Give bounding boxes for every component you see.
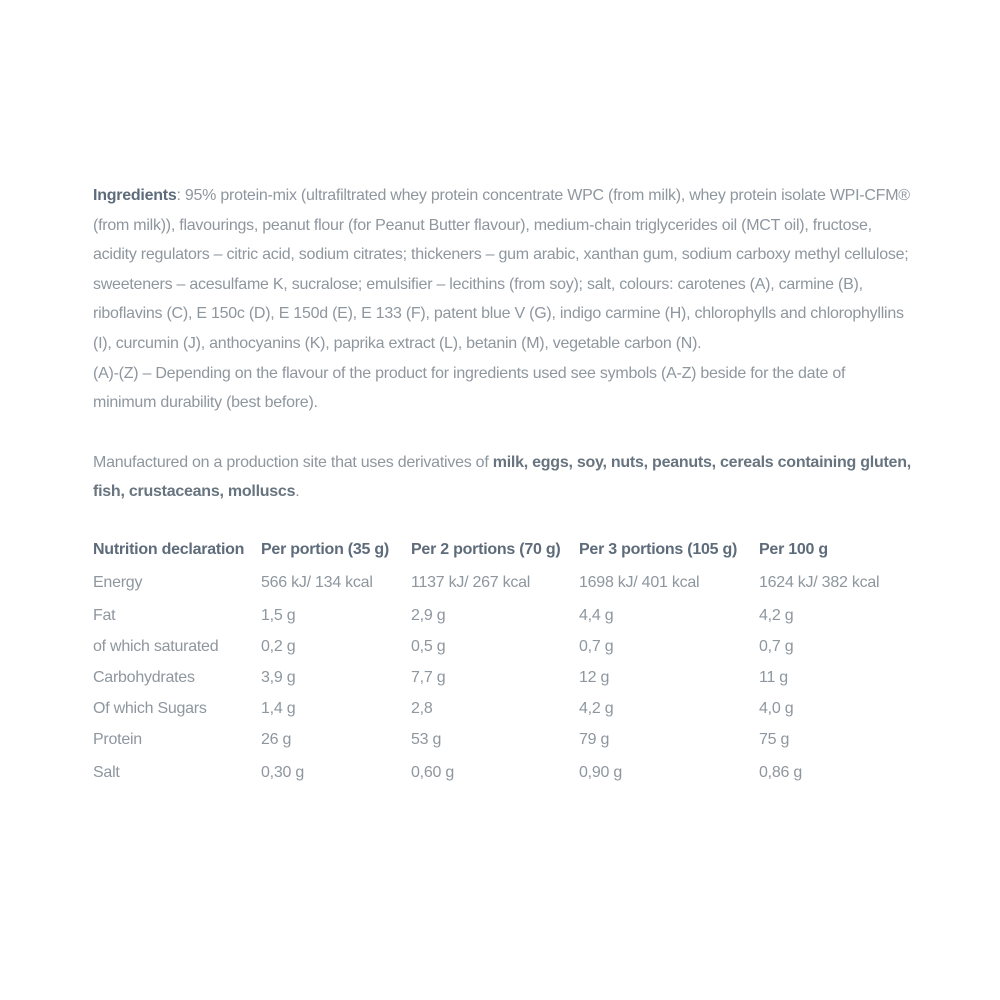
table-row: [93, 633, 905, 662]
value-cell: 0,2 g: [261, 638, 296, 656]
value-cell: 566 kJ/ 134 kcal: [261, 574, 373, 592]
value-cell: 1,4 g: [261, 700, 296, 718]
value-cell: 1698 kJ/ 401 kcal: [579, 574, 700, 592]
ingredients-paragraph: [93, 181, 911, 359]
allergen-suffix: .: [295, 483, 300, 501]
symbols-note: (A)-(Z) – Depending on the flavour of the product for ingredients used see symbols (A-Z) beside for the date of minimum durability (best before).: [93, 364, 846, 412]
nutrition-declaration-table: [93, 534, 905, 790]
value-cell: 0,7 g: [759, 638, 794, 656]
column-header: Per 3 portions (105 g): [579, 541, 738, 559]
value-cell: 26 g: [261, 731, 292, 749]
table-header-row: [93, 534, 905, 567]
value-cell: 11 g: [759, 669, 788, 687]
value-cell: 3,9 g: [261, 669, 296, 687]
value-cell: 75 g: [759, 731, 790, 749]
row-label: Carbohydrates: [93, 669, 195, 687]
value-cell: 1137 kJ/ 267 kcal: [411, 574, 531, 592]
table-row: [93, 600, 905, 633]
table-row: [93, 567, 905, 600]
column-header: Per portion (35 g): [261, 541, 389, 559]
table-row: [93, 662, 905, 695]
column-header: Per 2 portions (70 g): [411, 541, 561, 559]
column-header: Nutrition declaration: [93, 541, 245, 559]
value-cell: 4,0 g: [759, 700, 794, 718]
ingredients-text: : 95% protein-mix (ultrafiltrated whey protein concentrate WPC (from milk), whey protein isolate WPI-CFM® (from milk)), flavourings, peanut flour (for Peanut Butter flavour), medium-chain triglycerides oil (MCT oil), fructose, acidity regulators – citric acid, sodium citrates; thickeners – gum arabic, xanthan gum, sodium carboxy methyl cellulose; sweeteners – acesulfame K, sucralose; emulsifier – lecithins (from soy); salt, colours: carotenes (A), carmine (B), riboflavins (C), E 150c (D), E 150d (E), E 133 (F), patent blue V (G), indigo carmine (H), chlorophylls and chlorophyllins (I), curcumin (J), anthocyanins (K), paprika extract (L), betanin (M), vegetable carbon (N).: [93, 187, 910, 352]
table-row: [93, 757, 905, 790]
value-cell: 0,86 g: [759, 764, 802, 782]
value-cell: 7,7 g: [411, 669, 446, 687]
value-cell: 2,9 g: [411, 607, 446, 625]
row-label: Fat: [93, 607, 116, 625]
value-cell: 12 g: [579, 669, 610, 687]
value-cell: 4,4 g: [579, 607, 614, 625]
value-cell: 0,90 g: [579, 764, 622, 782]
value-cell: 1624 kJ/ 382 kcal: [759, 574, 880, 592]
allergen-intro: Manufactured on a production site that uses derivatives of: [93, 453, 493, 471]
value-cell: 0,30 g: [261, 764, 304, 782]
table-body: [93, 567, 905, 790]
value-cell: 4,2 g: [579, 700, 614, 718]
column-header: Per 100 g: [759, 541, 828, 559]
value-cell: 79 g: [579, 731, 610, 749]
allergen-statement: [93, 448, 911, 507]
allergen-list: milk, eggs, soy, nuts, peanuts, cereals containing gluten, fish, crustaceans, molluscs: [93, 453, 911, 501]
value-cell: 1,5 g: [261, 607, 296, 625]
value-cell: 2,8: [411, 700, 433, 718]
row-label: Of which Sugars: [93, 700, 207, 718]
row-label: Energy: [93, 574, 143, 592]
value-cell: 0,5 g: [411, 638, 446, 656]
ingredients-label: Ingredients: [93, 187, 177, 204]
table-row: [93, 724, 905, 757]
row-label: Salt: [93, 764, 120, 782]
row-label: Protein: [93, 731, 142, 749]
value-cell: 0,7 g: [579, 638, 614, 656]
product-label-content: [93, 181, 911, 790]
value-cell: 4,2 g: [759, 607, 794, 625]
value-cell: 0,60 g: [411, 764, 454, 782]
row-label: of which saturated: [93, 638, 219, 656]
table-row: [93, 695, 905, 724]
value-cell: 53 g: [411, 731, 442, 749]
